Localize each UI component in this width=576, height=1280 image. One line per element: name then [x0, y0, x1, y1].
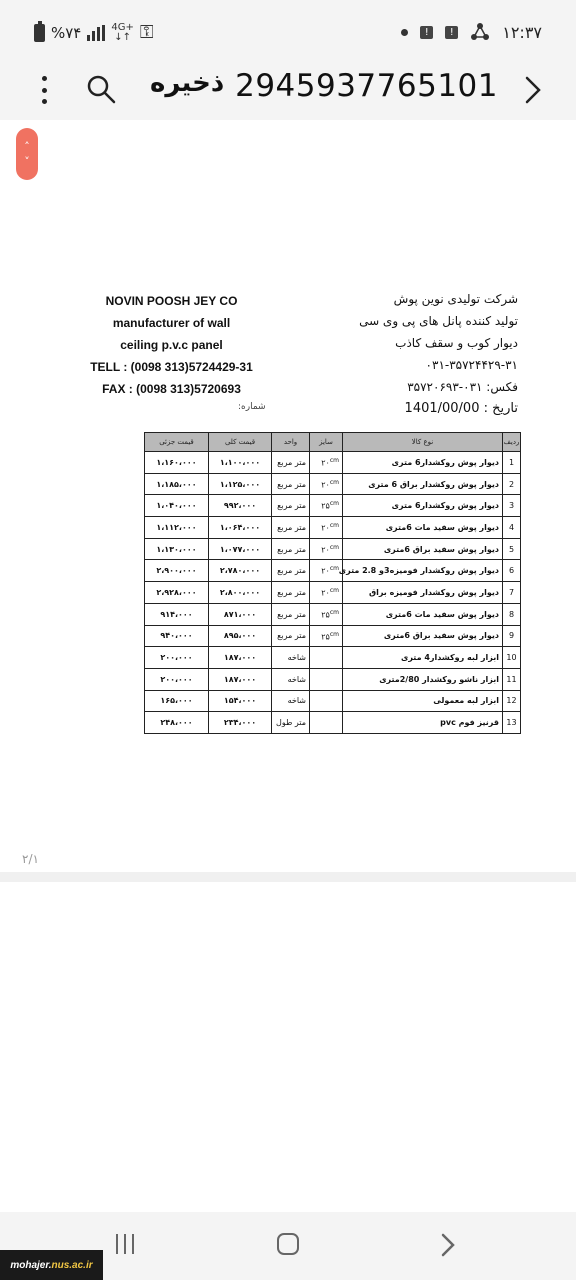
table-row [145, 538, 521, 560]
company-tel-fa: ۰۳۱-۳۵۷۲۴۴۲۹-۳۱ [425, 358, 518, 372]
size-unit: cm [329, 457, 339, 465]
row-total-price: ۱،۱۲۵،۰۰۰ [209, 473, 272, 495]
row-product-name: ابزار لبه معمولی [343, 690, 503, 712]
file-title: 2945937765101 [235, 68, 498, 104]
row-product-name: ابزار ناشو روکشدار 2/80متری [343, 668, 503, 690]
col-header-name: نوع کالا [343, 433, 503, 452]
signal-icon [87, 25, 105, 41]
row-unit: متر مربع [272, 517, 310, 539]
row-unit: شاخه [272, 668, 310, 690]
row-size [310, 495, 343, 517]
company-desc-en-1: manufacturer of wall [112, 316, 231, 330]
row-index: 7 [503, 582, 521, 604]
row-unit: متر مربع [272, 452, 310, 474]
status-right [401, 22, 542, 42]
row-size [310, 560, 343, 582]
row-product-name: دیوار پوش روکشدار براق 6 متری [343, 473, 503, 495]
table-row [145, 668, 521, 690]
more-dot-icon [42, 88, 47, 93]
row-unit: شاخه [272, 647, 310, 669]
col-header-size: سایز [310, 433, 343, 452]
table-header-row [145, 433, 521, 452]
row-unit: متر مربع [272, 625, 310, 647]
more-options-button[interactable] [34, 74, 54, 106]
row-partial-price: ۲۰۰،۰۰۰ [145, 668, 209, 690]
company-tel-en: TELL : (0098 313)5724429-31 [90, 360, 253, 374]
col-header-index: ردیف [503, 433, 521, 452]
page-separator [0, 872, 576, 882]
row-partial-price: ۲۰۰،۰۰۰ [145, 647, 209, 669]
battery-icon [34, 24, 45, 42]
row-partial-price: ۱،۰۴۰،۰۰۰ [145, 495, 209, 517]
row-unit: متر مربع [272, 560, 310, 582]
save-button[interactable]: ذخیره [150, 68, 225, 98]
chevron-down-icon[interactable]: ˅ [24, 155, 30, 168]
row-total-price: ۱۵۴،۰۰۰ [209, 690, 272, 712]
row-index: 10 [503, 647, 521, 669]
page-number: ۲/۱ [22, 852, 39, 866]
app-bar [0, 62, 576, 120]
row-product-name: دیوار پوش سفید براق 6متری [343, 538, 503, 560]
row-product-name: دیوار پوش روکشدار فومیزه3و 2.8 متری [343, 560, 503, 582]
row-product-name: دیوار پوش سفید مات 6متری [343, 517, 503, 539]
table-body [145, 452, 521, 734]
row-unit: متر مربع [272, 603, 310, 625]
row-product-name: دیوار پوش روکشدار6 متری [343, 495, 503, 517]
share-network-icon [470, 22, 490, 42]
recent-bar-icon [132, 1234, 134, 1254]
document-date: تاریخ : 1401/00/00 [404, 401, 518, 416]
chevron-right-icon [440, 1232, 456, 1258]
row-size [310, 517, 343, 539]
row-partial-price: ۲۴۸،۰۰۰ [145, 712, 209, 734]
company-name-fa: شرکت تولیدی نوین پوش [393, 292, 518, 306]
table-row [145, 647, 521, 669]
size-unit: cm [329, 608, 339, 616]
col-header-total: قیمت کلی [209, 433, 272, 452]
company-desc-en-2: ceiling p.v.c panel [120, 338, 223, 352]
row-total-price: ۱۸۷،۰۰۰ [209, 668, 272, 690]
size-value: ۲۰ [321, 545, 330, 555]
table-row [145, 560, 521, 582]
col-header-partial: قیمت جزئی [145, 433, 209, 452]
row-size [310, 582, 343, 604]
table-row [145, 690, 521, 712]
persian-header [298, 288, 518, 420]
table-row [145, 712, 521, 734]
company-fax-en: FAX : (0098 313)5720693 [102, 382, 241, 396]
chevron-up-icon[interactable]: ˄ [24, 140, 30, 153]
chevron-right-icon [523, 75, 543, 105]
row-size [310, 647, 343, 669]
row-size [310, 668, 343, 690]
more-dot-icon [42, 99, 47, 104]
row-total-price: ۱،۱۰۰،۰۰۰ [209, 452, 272, 474]
watermark-logo: mohajer. nus.ac.ir [0, 1250, 103, 1280]
row-size [310, 473, 343, 495]
vpn-key-icon: ⚿ [139, 22, 154, 43]
row-size [310, 625, 343, 647]
notification-dot-icon [401, 29, 408, 36]
row-partial-price: ۹۴۰،۰۰۰ [145, 625, 209, 647]
row-index: 3 [503, 495, 521, 517]
company-desc-fa-2: دیوار کوب و سقف کاذب [395, 336, 518, 350]
row-total-price: ۲۳۴،۰۰۰ [209, 712, 272, 734]
battery-level: %۷۴ [51, 23, 82, 42]
row-partial-price: ۲،۹۰۰،۰۰۰ [145, 560, 209, 582]
row-unit: متر مربع [272, 473, 310, 495]
row-partial-price: ۱،۱۱۲،۰۰۰ [145, 517, 209, 539]
message-alert-icon: ! [445, 26, 458, 39]
table-row [145, 473, 521, 495]
size-unit: cm [329, 543, 339, 551]
row-unit: شاخه [272, 690, 310, 712]
table-row [145, 452, 521, 474]
table-row [145, 603, 521, 625]
recent-apps-button[interactable] [116, 1234, 134, 1254]
more-dot-icon [42, 76, 47, 81]
size-value: ۲۰ [321, 588, 330, 598]
back-button[interactable] [518, 72, 548, 108]
english-header [84, 290, 259, 400]
col-header-unit: واحد [272, 433, 310, 452]
row-unit: متر طول [272, 712, 310, 734]
company-name-en: NOVIN POOSH JEY CO [105, 294, 238, 308]
row-partial-price: ۹۱۴،۰۰۰ [145, 603, 209, 625]
size-value: ۲۰ [321, 567, 330, 577]
recent-bar-icon [124, 1234, 126, 1254]
size-value: ۲۵ [321, 610, 330, 620]
size-unit: cm [329, 478, 339, 486]
row-unit: متر مربع [272, 582, 310, 604]
row-size [310, 690, 343, 712]
row-total-price: ۸۹۵،۰۰۰ [209, 625, 272, 647]
home-button[interactable] [277, 1233, 299, 1255]
row-index: 9 [503, 625, 521, 647]
size-unit: cm [329, 522, 339, 530]
size-value: ۲۰ [321, 523, 330, 533]
search-icon[interactable] [84, 72, 118, 106]
row-index: 12 [503, 690, 521, 712]
row-product-name: دیوار پوش روکشدار6 متری [343, 452, 503, 474]
size-unit: cm [329, 630, 339, 638]
row-unit: متر مربع [272, 538, 310, 560]
table-row [145, 495, 521, 517]
row-partial-price: ۱۶۵،۰۰۰ [145, 690, 209, 712]
table-row [145, 517, 521, 539]
page-scroll-control[interactable] [16, 128, 38, 180]
size-unit: cm [329, 565, 339, 573]
row-product-name: قرنیز فوم pvc [343, 712, 503, 734]
document-page [0, 120, 576, 872]
row-index: 11 [503, 668, 521, 690]
row-index: 2 [503, 473, 521, 495]
size-value: ۲۵ [321, 632, 330, 642]
row-index: 13 [503, 712, 521, 734]
row-product-name: دیوار پوش سفید براق 6متری [343, 625, 503, 647]
row-partial-price: ۲،۹۲۸،۰۰۰ [145, 582, 209, 604]
row-index: 4 [503, 517, 521, 539]
status-bar [0, 0, 576, 62]
clock: ۱۲:۳۷ [502, 22, 542, 42]
size-value: ۲۰ [321, 480, 330, 490]
size-unit: cm [329, 587, 339, 595]
row-index: 6 [503, 560, 521, 582]
row-total-price: ۲،۷۸۰،۰۰۰ [209, 560, 272, 582]
row-size [310, 603, 343, 625]
row-partial-price: ۱،۱۶۰،۰۰۰ [145, 452, 209, 474]
nav-back-button[interactable] [440, 1232, 456, 1262]
company-fax-fa: فکس: ۰۳۱-۳۵۷۲۰۶۹۳ [407, 380, 518, 394]
recent-bar-icon [116, 1234, 118, 1254]
size-value: ۲۰ [321, 458, 330, 468]
size-unit: cm [329, 500, 339, 508]
row-total-price: ۸۷۱،۰۰۰ [209, 603, 272, 625]
row-total-price: ۲،۸۰۰،۰۰۰ [209, 582, 272, 604]
row-index: 8 [503, 603, 521, 625]
row-size [310, 538, 343, 560]
row-index: 1 [503, 452, 521, 474]
table-row [145, 625, 521, 647]
row-size [310, 712, 343, 734]
number-label: شماره: [238, 402, 266, 412]
row-total-price: ۱،۰۶۴،۰۰۰ [209, 517, 272, 539]
company-desc-fa-1: تولید کننده پانل های پی وی سی [359, 314, 518, 328]
row-unit: متر مربع [272, 495, 310, 517]
row-partial-price: ۱،۱۸۵،۰۰۰ [145, 473, 209, 495]
row-total-price: ۹۹۲،۰۰۰ [209, 495, 272, 517]
row-product-name: دیوار پوش روکشدار فومیزه براق [343, 582, 503, 604]
table-row [145, 582, 521, 604]
row-index: 5 [503, 538, 521, 560]
row-total-price: ۱۸۷،۰۰۰ [209, 647, 272, 669]
network-type: 4G+ ↓↑ [111, 21, 134, 43]
row-total-price: ۱،۰۷۷،۰۰۰ [209, 538, 272, 560]
size-value: ۲۵ [321, 502, 330, 512]
row-partial-price: ۱،۱۳۰،۰۰۰ [145, 538, 209, 560]
row-size [310, 452, 343, 474]
status-left [34, 22, 154, 43]
row-product-name: دیوار پوش سفید مات 6متری [343, 603, 503, 625]
message-icon: ! [420, 26, 433, 39]
row-product-name: ابزار لبه روکشدار4 متری [343, 647, 503, 669]
price-table [144, 432, 521, 734]
